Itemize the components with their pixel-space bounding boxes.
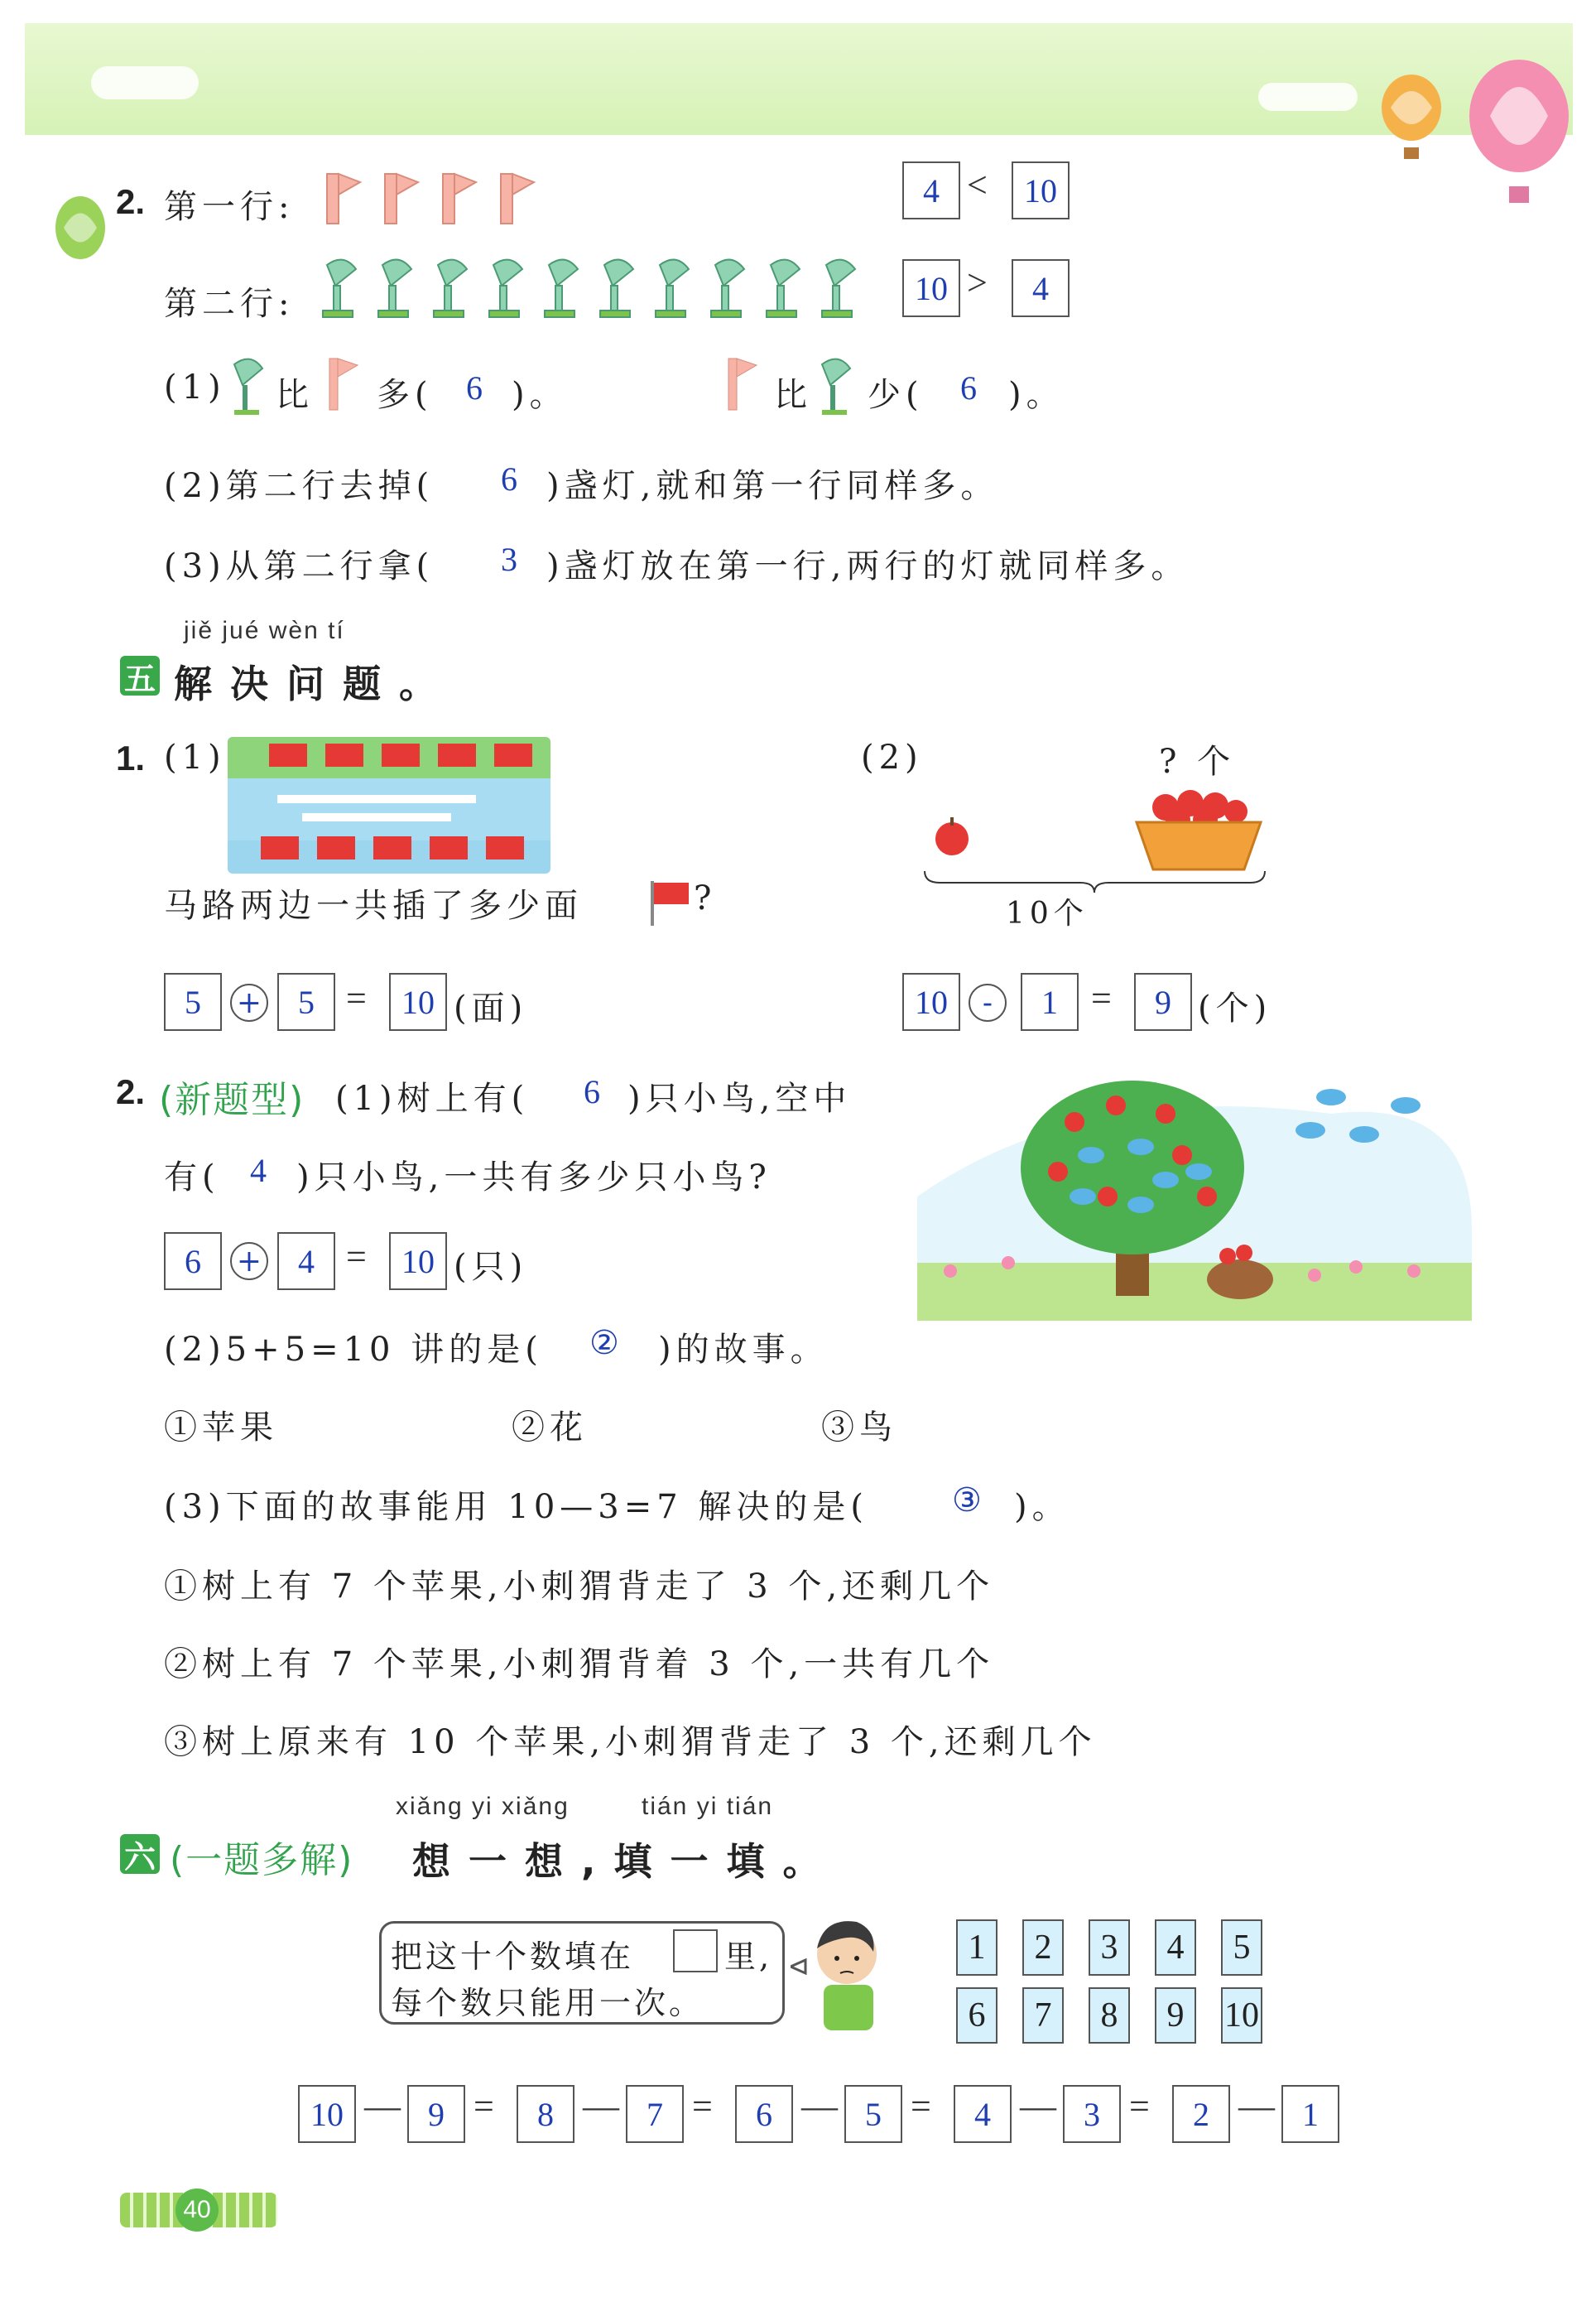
cloud-decoration [91,66,199,99]
number-card[interactable]: 9 [1155,1987,1196,2044]
bubble-text: 里, [724,1938,773,1975]
chain-answer-box[interactable]: 6 [735,2085,793,2143]
number-card[interactable]: 1 [956,1919,997,1976]
number-card[interactable]: 7 [1022,1987,1064,2044]
row1-label: 第一行: [164,188,295,226]
answer-value[interactable]: 3 [501,541,522,578]
chain-answer-box[interactable]: 3 [1063,2085,1121,2143]
section-pinyin: xiǎng yi xiǎng [396,1793,570,1820]
chain-answer-box[interactable]: 5 [844,2085,902,2143]
unit-label: (个) [1198,990,1272,1028]
row1-lamps [310,166,542,232]
equation-box[interactable]: 1 [1021,973,1079,1031]
sub-question-text: )只小鸟,空中 [627,1080,852,1118]
number-card[interactable]: 5 [1221,1919,1262,1976]
hot-air-balloon-icon [1465,58,1573,215]
answer-value[interactable]: ③ [952,1481,987,1519]
section-title: 想一想,填一填。 [412,1839,839,1884]
sub-question-text: 有( [164,1158,220,1197]
cloud-decoration [1258,83,1358,111]
operator-circle[interactable]: + [230,1242,268,1280]
chain-operator: — [801,2086,838,2126]
question-mark: ? [694,879,717,917]
green-lamp-icon [228,352,269,418]
pink-lamp-icon [720,352,762,418]
number-card[interactable]: 3 [1089,1919,1130,1976]
sub-question-text: (3)从第二行拿( [164,547,435,585]
equation-box[interactable]: 10 [902,973,960,1031]
blank-box-icon [673,1929,718,1972]
chain-answer-box[interactable]: 9 [407,2085,465,2143]
sub-question-text: 多( [377,376,433,414]
option-item[interactable]: ②花 [512,1408,588,1447]
chain-answer-box[interactable]: 7 [626,2085,684,2143]
pink-lamp-icon [321,352,363,418]
sub-question-text: (3)下面的故事能用 10—3=7 解决的是( [164,1488,869,1526]
compare-word: 比 [774,376,812,414]
sub-question-text: )盏灯放在第一行,两行的灯就同样多。 [546,547,1190,585]
number-card[interactable]: 8 [1089,1987,1130,2044]
sub-question-label: (2) [861,739,923,777]
unknown-label: ? 个 [1159,743,1236,781]
chain-answer-box[interactable]: 8 [517,2085,574,2143]
top-banner [25,23,1573,135]
option-item[interactable]: ③树上原来有 10 个苹果,小刺猬背走了 3 个,还剩几个 [164,1723,1097,1761]
hot-air-balloon-icon [1374,75,1449,166]
equation-box[interactable]: 10 [389,973,447,1031]
balloon-icon [51,195,109,277]
section-number: 五 [120,656,160,696]
thinking-boy-icon [791,1909,898,2037]
option-item[interactable]: ③鸟 [821,1408,897,1447]
chain-operator: = [911,2086,931,2126]
compare-operator: < [967,165,988,205]
number-card[interactable]: 6 [956,1987,997,2044]
bubble-text: 每个数只能用一次。 [391,1985,704,2021]
new-question-type-tag: (新题型) [159,1079,305,1121]
number-card[interactable]: 4 [1155,1919,1196,1976]
answer-value[interactable]: 6 [466,369,488,407]
equals-sign: = [1091,978,1112,1018]
sub-question-text: (2)5+5=10 讲的是( [164,1331,543,1369]
answer-value[interactable]: 4 [250,1152,272,1189]
chain-operator: = [474,2086,494,2126]
operator-circle[interactable]: - [969,984,1007,1022]
equation-box[interactable]: 4 [277,1232,335,1290]
chain-operator: = [1129,2086,1150,2126]
section-pinyin: jiě jué wèn tí [184,617,345,644]
question-text: 马路两边一共插了多少面 [164,887,583,925]
answer-value[interactable]: ② [589,1324,624,1361]
sub-question-text: (2)第二行去掉( [164,467,435,505]
sub-question-text: )。 [512,376,568,414]
compare-word: 比 [276,376,314,414]
sub-question-text: )。 [1008,376,1065,414]
sub-question-text: )盏灯,就和第一行同样多。 [546,467,999,505]
equation-box[interactable]: 10 [389,1232,447,1290]
equation-box[interactable]: 9 [1134,973,1192,1031]
section-title: 解决问题。 [174,662,455,706]
sub-question-text: 少( [868,376,924,414]
unit-label: (只) [454,1248,528,1286]
multi-solution-tag: (一题多解) [170,1839,354,1881]
sub-question-label: (1) [164,368,226,407]
compare-box-right[interactable]: 4 [1012,259,1070,317]
equation-box[interactable]: 5 [164,973,222,1031]
red-flag-icon [647,878,692,927]
sub-question-label: (1) [164,739,226,777]
section-pinyin: tián yi tián [642,1793,774,1820]
compare-box-right[interactable]: 10 [1012,161,1070,219]
chain-operator: — [583,2086,619,2126]
answer-value[interactable]: 6 [584,1073,605,1110]
chain-answer-box[interactable]: 10 [298,2085,356,2143]
sub-question-text: )的故事。 [658,1331,829,1369]
answer-value[interactable]: 6 [960,369,982,407]
equation-box[interactable]: 5 [277,973,335,1031]
number-card[interactable]: 2 [1022,1919,1064,1976]
chain-operator: — [1238,2086,1275,2126]
compare-box-left[interactable]: 10 [902,259,960,317]
compare-operator: > [967,262,988,303]
option-item[interactable]: ②树上有 7 个苹果,小刺猬背着 3 个,一共有几个 [164,1645,995,1683]
sub-question-text: )只小鸟,一共有多少只小鸟? [296,1158,772,1197]
chain-operator: — [1020,2086,1056,2126]
option-item[interactable]: ①苹果 [164,1408,278,1447]
brace-line [923,869,1267,894]
unit-label: (面) [454,990,528,1028]
chain-answer-box[interactable]: 1 [1281,2085,1339,2143]
row2-label: 第二行: [164,285,295,323]
question-number: 2. [116,182,146,221]
number-card[interactable]: 10 [1221,1987,1262,2044]
question-number: 2. [116,1072,146,1111]
chain-operator: — [364,2086,401,2126]
total-label: 10个 [1006,897,1089,931]
road-flags-illustration [228,737,550,874]
equals-sign: = [346,978,367,1018]
answer-value[interactable]: 6 [501,460,522,498]
section-number: 六 [120,1834,160,1874]
chain-answer-box[interactable]: 4 [954,2085,1012,2143]
row2-lamps [310,248,865,323]
apple-icon [931,816,973,857]
bubble-text: 把这十个数填在 [391,1938,635,1975]
sub-question-text: (1)树上有( [335,1080,530,1118]
chain-operator: = [692,2086,713,2126]
tree-birds-illustration [917,1064,1472,1321]
apple-basket-icon [1132,782,1265,874]
sub-question-text: )。 [1014,1488,1070,1526]
question-number: 1. [116,739,146,778]
chain-answer-box[interactable]: 2 [1172,2085,1230,2143]
equals-sign: = [346,1236,367,1277]
equation-box[interactable]: 6 [164,1232,222,1290]
green-lamp-icon [815,352,857,418]
page-number: 40 [175,2189,219,2232]
compare-box-left[interactable]: 4 [902,161,960,219]
operator-circle[interactable]: + [230,984,268,1022]
option-item[interactable]: ①树上有 7 个苹果,小刺猬背走了 3 个,还剩几个 [164,1567,995,1606]
